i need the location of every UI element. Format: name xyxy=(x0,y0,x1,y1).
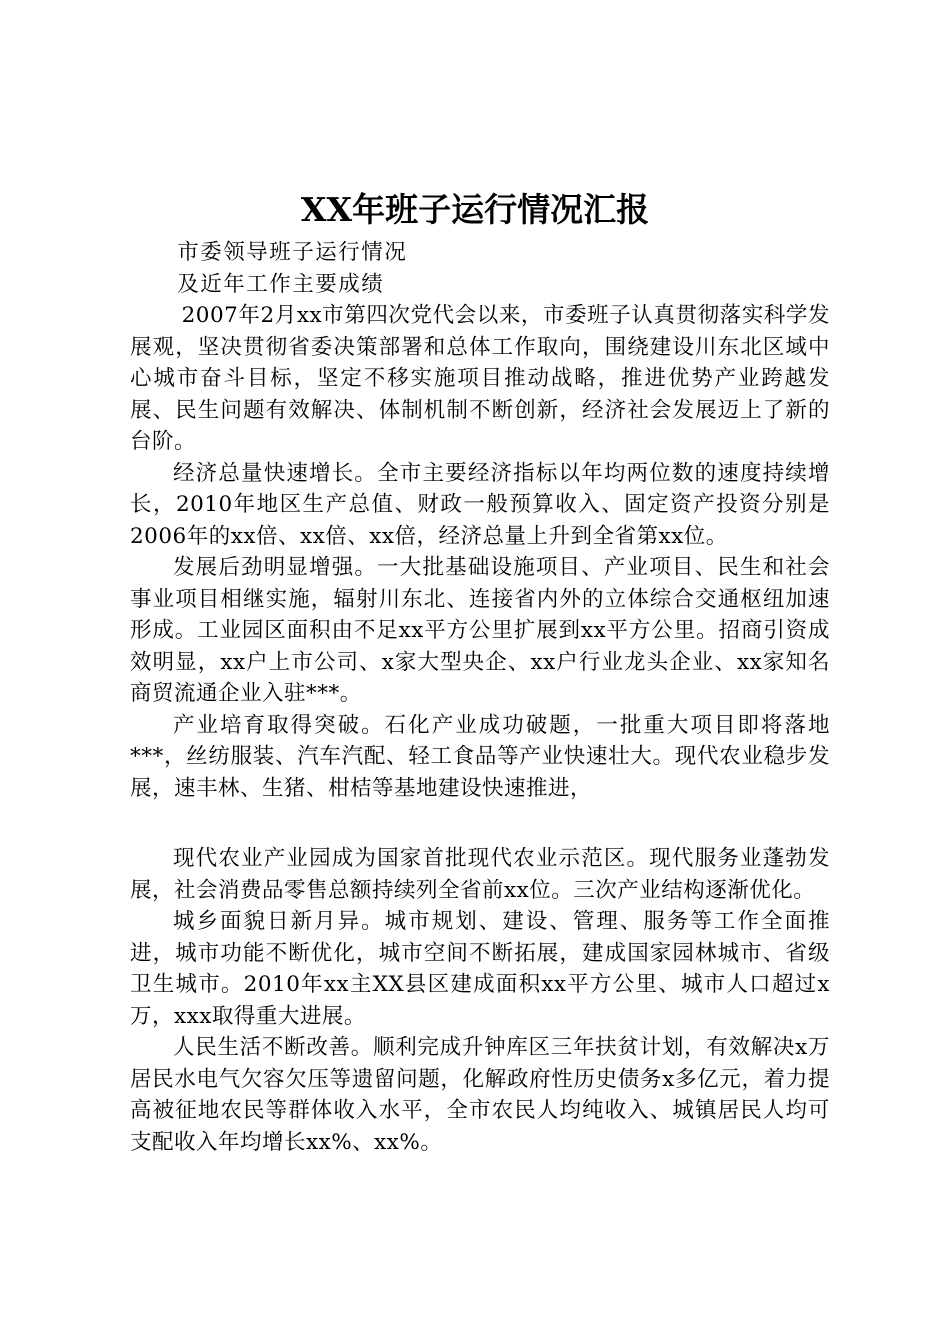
paragraph-development: 发展后劲明显增强。一大批基础设施项目、产业项目、民生和社会事业项目相继实施，辐射川东北、连接省内外的立体综合交通枢纽加速形成。工业园区面积由不足xx平方公里扩展到xx平方公里。招商引资成效明显，xx户上市公司、x家大型央企、xx户行业龙头企业、xx家知名商贸流通企业入驻***。 xyxy=(130,555,830,706)
body-section-2 xyxy=(130,843,830,1158)
body-section-1 xyxy=(130,237,830,804)
paragraph-livelihood: 人民生活不断改善。顺利完成升钟库区三年扶贫计划，有效解决x万居民水电气欠容欠压等遗留问题，化解政府性历史债务x多亿元，着力提高被征地农民等群体收入水平，全市农民人均纯收入、城镇居民人均可支配收入年均增长xx%、xx%。 xyxy=(130,1035,830,1155)
subheading-leadership: 市委领导班子运行情况 xyxy=(177,240,408,265)
paragraph-economy: 经济总量快速增长。全市主要经济指标以年均两位数的速度持续增长，2010年地区生产总值、财政一般预算收入、固定资产投资分别是2006年的xx倍、xx倍、xx倍，经济总量上升到全省第xx位。 xyxy=(130,460,830,549)
paragraph-industry: 产业培育取得突破。石化产业成功破题，一批重大项目即将落地***，丝纺服装、汽车汽配、轻工食品等产业快速壮大。现代农业稳步发展，速丰林、生猪、柑桔等基地建设快速推进， xyxy=(130,712,830,801)
paragraph-agriculture: 现代农业产业园成为国家首批现代农业示范区。现代服务业蓬勃发展，社会消费品零售总额持续列全省前xx位。三次产业结构逐渐优化。 xyxy=(130,846,830,903)
document-title: XX年班子运行情况汇报 xyxy=(300,190,650,229)
subheading-achievements: 及近年工作主要成绩 xyxy=(177,271,385,297)
paragraph-intro: 2007年2月xx市第四次党代会以来，市委班子认真贯彻落实科学发展观，坚决贯彻省委决策部署和总体工作取向，围绕建设川东北区域中心城市奋斗目标，坚定不移实施项目推动战略，推进优势产业跨越发展、民生问题有效解决、体制机制不断创新，经济社会发展迈上了新的台阶。 xyxy=(130,303,830,454)
paragraph-urban: 城乡面貌日新月异。城市规划、建设、管理、服务等工作全面推进，城市功能不断优化，城市空间不断拓展，建成国家园林城市、省级卫生城市。2010年xx主XX县区建成面积xx平方公里、城市人口超过x万，xxx取得重大进展。 xyxy=(130,909,830,1029)
